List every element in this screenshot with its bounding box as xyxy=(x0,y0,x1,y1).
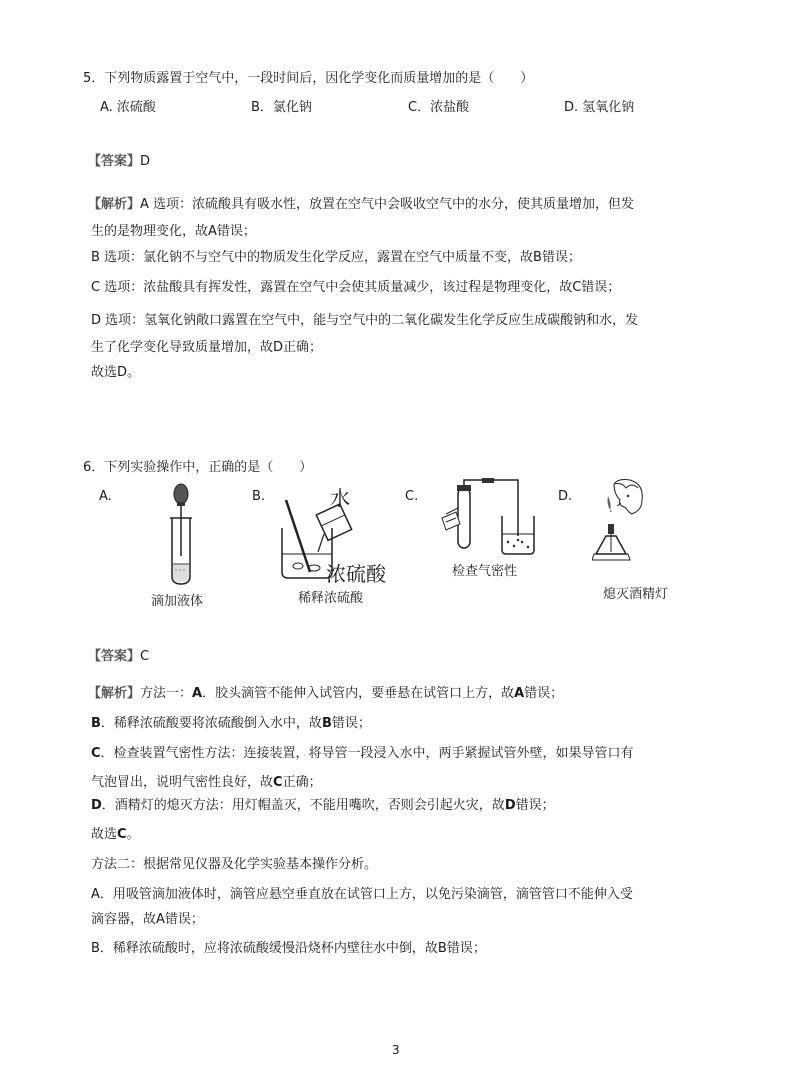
answer-tag: 【答案】 xyxy=(88,154,141,169)
text-a: ．胶头滴管不能伸入试管内，要垂悬在试管口上方，故 xyxy=(202,686,515,701)
caption-b: 稀释浓硫酸 xyxy=(298,591,364,606)
q6-analysis-line-3 xyxy=(91,745,634,762)
caption-d: 熄灭酒精灯 xyxy=(603,587,669,602)
tail-d: 错误； xyxy=(515,798,555,813)
q6-option-d: D. xyxy=(558,489,573,504)
water-label: 水 xyxy=(330,486,350,510)
caption-a: 滴加液体 xyxy=(151,594,204,609)
text-c: ．检查装置气密性方法：连接装置，将导管一段浸入水中，两手紧握试管外壁，如果导管口有 xyxy=(100,746,634,761)
q5-analysis-line-7: 故选D。 xyxy=(91,365,141,380)
prefix-c: C xyxy=(91,746,101,761)
dropper-figure xyxy=(160,478,204,586)
q6-stem: 6．下列实验操作中，正确的是（ ） xyxy=(83,460,313,475)
q5-answer xyxy=(88,153,150,170)
text-b: ．稀释浓硫酸要将浓硫酸倒入水中，故 xyxy=(100,716,322,731)
answer-value: D xyxy=(140,154,151,169)
prefix-a: A xyxy=(192,686,203,701)
q5-analysis-line-2: 生的是物理变化，故A错误； xyxy=(91,224,256,239)
q5-option-c: C．浓盐酸 xyxy=(408,100,470,115)
q6-analysis-line-5 xyxy=(91,797,555,814)
prefix-d: D xyxy=(91,798,102,813)
tail-a: 错误； xyxy=(524,686,564,701)
q6-method2: 方法二：根据常见仪器及化学实验基本操作分析。 xyxy=(91,857,378,872)
q5-analysis-line-6: 生了化学变化导致质量增加，故D正确； xyxy=(91,340,323,355)
bold-b: B xyxy=(321,716,332,731)
answer-value: C xyxy=(140,649,150,664)
q6-m2-a-line-1: A．用吸管滴加液体时，滴管应悬空垂直放在试管口上方，以免污染滴管，滴管管口不能伸入受 xyxy=(91,887,633,902)
q6-answer xyxy=(88,648,149,665)
q5-option-a: A. 浓硫酸 xyxy=(100,100,156,115)
bold-c: C xyxy=(273,775,283,790)
answer-tag: 【答案】 xyxy=(88,649,141,664)
airtightness-figure xyxy=(438,478,538,558)
choose-bold: C xyxy=(117,827,127,842)
analysis-text: A 选项：浓硫酸具有吸水性，放置在空气中会吸收空气中的水分，使其质量增加，但发 xyxy=(140,197,635,212)
prefix-b: B xyxy=(91,716,101,731)
q6-option-b: B. xyxy=(252,489,266,504)
bold-a: A xyxy=(514,686,525,701)
alcohol-lamp-figure xyxy=(592,476,682,576)
q5-analysis-line-1 xyxy=(88,196,634,213)
q5-analysis-line-4: C 选项：浓盐酸具有挥发性，露置在空气中会使其质量减少，该过程是物理变化，故C错误； xyxy=(91,280,621,295)
page-number: 3 xyxy=(392,1043,400,1057)
bold-d: D xyxy=(504,798,516,813)
q5-option-b: B．氯化钠 xyxy=(251,100,312,115)
text-c-2: 气泡冒出，说明气密性良好，故 xyxy=(91,775,274,790)
tail-c: 正确； xyxy=(282,775,322,790)
acid-label: 浓硫酸 xyxy=(326,562,386,586)
q5-analysis-line-3: B 选项：氯化钠不与空气中的物质发生化学反应，露置在空气中质量不变，故B错误； xyxy=(91,250,581,265)
method1-head: 方法一： xyxy=(140,686,193,701)
choose-pre: 故选 xyxy=(91,827,118,842)
q6-m2-b: B．稀释浓硫酸时，应将浓硫酸缓慢沿烧杯内壁往水中倒，故B错误； xyxy=(91,941,486,956)
q6-option-a: A. xyxy=(99,489,112,504)
q6-analysis-line-2 xyxy=(91,715,371,732)
text-d: ．酒精灯的熄灭方法：用灯帽盖灭，不能用嘴吹，否则会引起火灾，故 xyxy=(101,798,505,813)
analysis-tag: 【解析】 xyxy=(88,197,141,212)
q6-analysis-line-1 xyxy=(88,685,563,702)
choose-tail: 。 xyxy=(126,827,140,842)
q5-option-d: D. 氢氧化钠 xyxy=(564,100,635,115)
q6-analysis-line-4 xyxy=(91,774,322,791)
q5-stem: 5．下列物质露置于空气中，一段时间后，因化学变化而质量增加的是（ ） xyxy=(83,71,534,86)
q6-analysis-line-6 xyxy=(91,826,140,843)
analysis-tag: 【解析】 xyxy=(88,686,141,701)
caption-c: 检查气密性 xyxy=(452,564,518,579)
q5-analysis-line-5: D 选项：氢氧化钠敞口露置在空气中，能与空气中的二氧化碳发生化学反应生成碳酸钠和水，发 xyxy=(91,313,639,328)
tail-b: 错误； xyxy=(331,716,371,731)
q6-m2-a-line-2: 滴容器，故A错误； xyxy=(91,912,204,927)
q6-option-c: C. xyxy=(405,489,419,504)
